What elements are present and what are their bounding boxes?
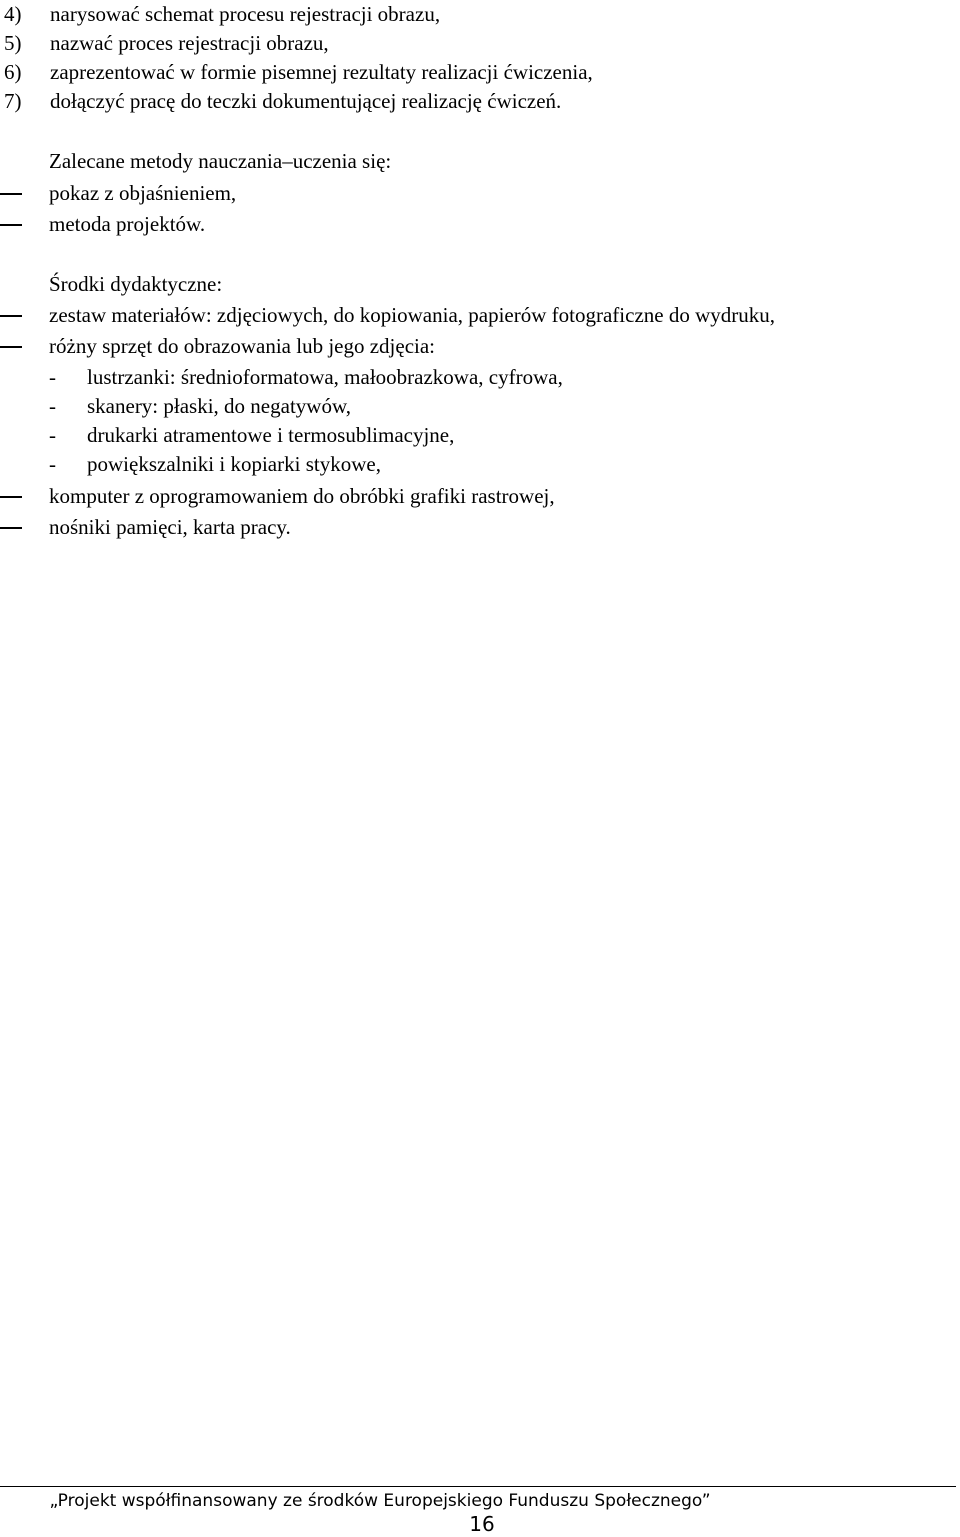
step-number: 7) <box>4 89 22 113</box>
resource-item <box>0 334 435 358</box>
method-text: pokaz z objaśnieniem, <box>49 181 237 205</box>
step-text: zaprezentować w formie pisemnej rezultaty realizacji ćwiczenia, <box>50 60 593 84</box>
resource-item <box>0 484 555 508</box>
sub-item-text: powiększalniki i kopiarki stykowe, <box>87 452 381 476</box>
dash-bullet-icon <box>0 346 22 348</box>
sub-item-text: lustrzanki: średnioformatowa, małoobrazkowa, cyfrowa, <box>87 365 563 389</box>
step-number: 4) <box>4 2 22 26</box>
step-text: narysować schemat procesu rejestracji obrazu, <box>50 2 441 26</box>
dash-bullet-icon <box>0 496 22 498</box>
hyphen-marker: - <box>49 452 56 476</box>
sub-item-text: skanery: płaski, do negatywów, <box>87 394 351 418</box>
hyphen-marker: - <box>49 423 56 447</box>
resource-sub-item <box>49 365 563 389</box>
resources-heading: Środki dydaktyczne: <box>49 272 223 296</box>
method-text: metoda projektów. <box>49 212 206 236</box>
resource-sub-item <box>49 423 454 447</box>
dash-bullet-icon <box>0 527 22 529</box>
hyphen-marker: - <box>49 365 56 389</box>
resource-sub-item <box>49 394 351 418</box>
hyphen-marker: - <box>49 394 56 418</box>
method-item <box>0 212 205 236</box>
page-number: 16 <box>469 1512 495 1536</box>
step-number: 6) <box>4 60 22 84</box>
resource-item <box>0 303 775 327</box>
methods-heading: Zalecane metody nauczania–uczenia się: <box>49 149 392 173</box>
footer-funding-note: „Projekt współfinansowany ze środków Europejskiego Funduszu Społecznego” <box>49 1491 711 1511</box>
resource-item <box>0 515 291 539</box>
step-7 <box>4 89 561 113</box>
dash-bullet-icon <box>0 224 22 226</box>
resource-text: zestaw materiałów: zdjęciowych, do kopiowania, papierów fotograficzne do wydruku, <box>49 303 775 327</box>
sub-item-text: drukarki atramentowe i termosublimacyjne, <box>87 423 455 447</box>
resource-sub-item <box>49 452 381 476</box>
step-text: nazwać proces rejestracji obrazu, <box>50 31 329 55</box>
step-text: dołączyć pracę do teczki dokumentującej realizację ćwiczeń. <box>50 89 562 113</box>
resource-text: różny sprzęt do obrazowania lub jego zdjęcia: <box>49 334 436 358</box>
resource-text: nośniki pamięci, karta pracy. <box>49 515 291 539</box>
dash-bullet-icon <box>0 315 22 317</box>
resource-text: komputer z oprogramowaniem do obróbki grafiki rastrowej, <box>49 484 555 508</box>
footer-divider <box>0 1486 956 1487</box>
method-item <box>0 181 236 205</box>
step-5 <box>4 31 329 55</box>
step-number: 5) <box>4 31 22 55</box>
dash-bullet-icon <box>0 193 22 195</box>
step-6 <box>4 60 593 84</box>
step-4 <box>4 2 440 26</box>
